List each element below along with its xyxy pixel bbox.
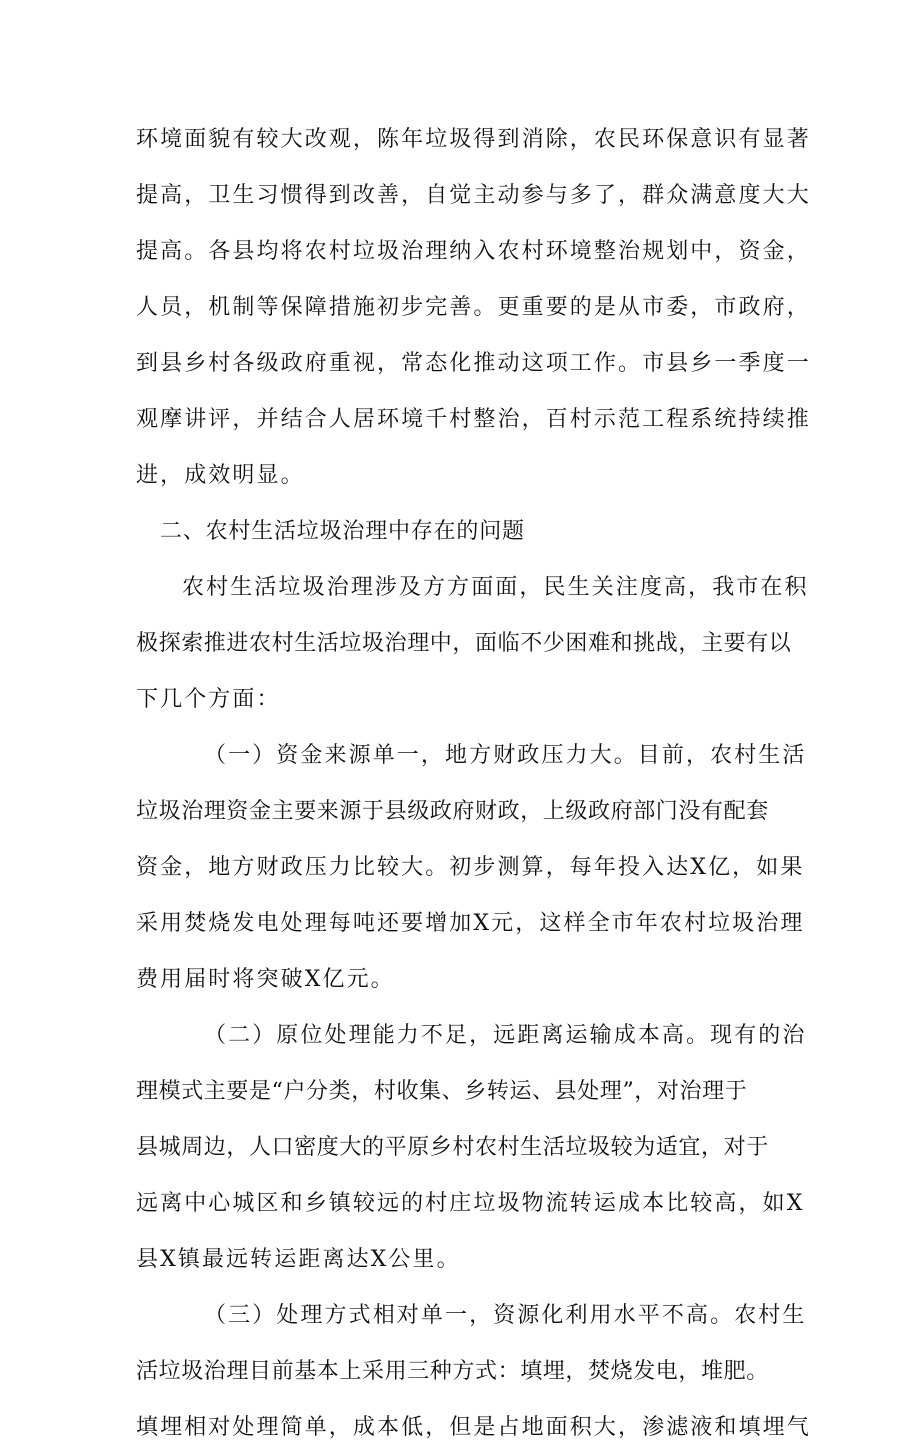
paragraph-line: 进，成效明显。 — [136, 463, 305, 488]
paragraph-line: 费用届时将突破X亿元。 — [136, 967, 395, 992]
paragraph-line: 资金，地方财政压力比较大。初步测算，每年投入达X亿，如果 — [136, 855, 805, 880]
paragraph-line: 县城周边，人口密度大的平原乡村农村生活垃圾较为适宜，对于 — [136, 1135, 769, 1160]
paragraph-line: 提高。各县均将农村垃圾治理纳入农村环境整治规划中，资金， — [136, 239, 811, 264]
subsection-line: （一）资金来源单一，地方财政压力大。目前，农村生活 — [204, 743, 807, 768]
paragraph-line: 垃圾治理资金主要来源于县级政府财政，上级政府部门没有配套 — [136, 799, 769, 824]
subsection-line: （二）原位处理能力不足，远距离运输成本高。现有的治 — [204, 1023, 807, 1048]
paragraph-line: 提高，卫生习惯得到改善，自觉主动参与多了，群众满意度大大 — [136, 183, 811, 208]
paragraph-line: 观摩讲评，并结合人居环境千村整治，百村示范工程系统持续推 — [136, 407, 811, 432]
paragraph-line: 填埋相对处理简单，成本低，但是占地面积大，渗滤液和填埋气 — [136, 1415, 811, 1440]
paragraph-line: 县X镇最远转运距离达X公里。 — [136, 1247, 461, 1272]
paragraph-line: 人员，机制等保障措施初步完善。更重要的是从市委，市政府， — [136, 295, 811, 320]
paragraph-line: 环境面貌有较大改观，陈年垃圾得到消除，农民环保意识有显著 — [136, 127, 811, 152]
document-body — [136, 112, 811, 1456]
paragraph-line: 理模式主要是“户分类，村收集、乡转运、县处理”，对治理于 — [136, 1079, 748, 1104]
paragraph-line: 下几个方面： — [136, 687, 281, 712]
section-heading: 二、农村生活垃圾治理中存在的问题 — [160, 519, 525, 544]
paragraph-line: 采用焚烧发电处理每吨还要增加X元，这样全市年农村垃圾治理 — [136, 911, 805, 936]
paragraph-line: 农村生活垃圾治理涉及方方面面，民生关注度高，我市在积 — [182, 575, 809, 600]
subsection-line: （三）处理方式相对单一，资源化利用水平不高。农村生 — [204, 1303, 807, 1328]
paragraph-line: 远离中心城区和乡镇较远的村庄垃圾物流转运成本比较高，如X — [136, 1191, 805, 1216]
paragraph-line: 到县乡村各级政府重视，常态化推动这项工作。市县乡一季度一 — [136, 351, 811, 376]
paragraph-line: 极探索推进农村生活垃圾治理中，面临不少困难和挑战，主要有以 — [136, 631, 792, 656]
paragraph-line: 活垃圾治理目前基本上采用三种方式：填埋，焚烧发电，堆肥。 — [136, 1359, 769, 1384]
